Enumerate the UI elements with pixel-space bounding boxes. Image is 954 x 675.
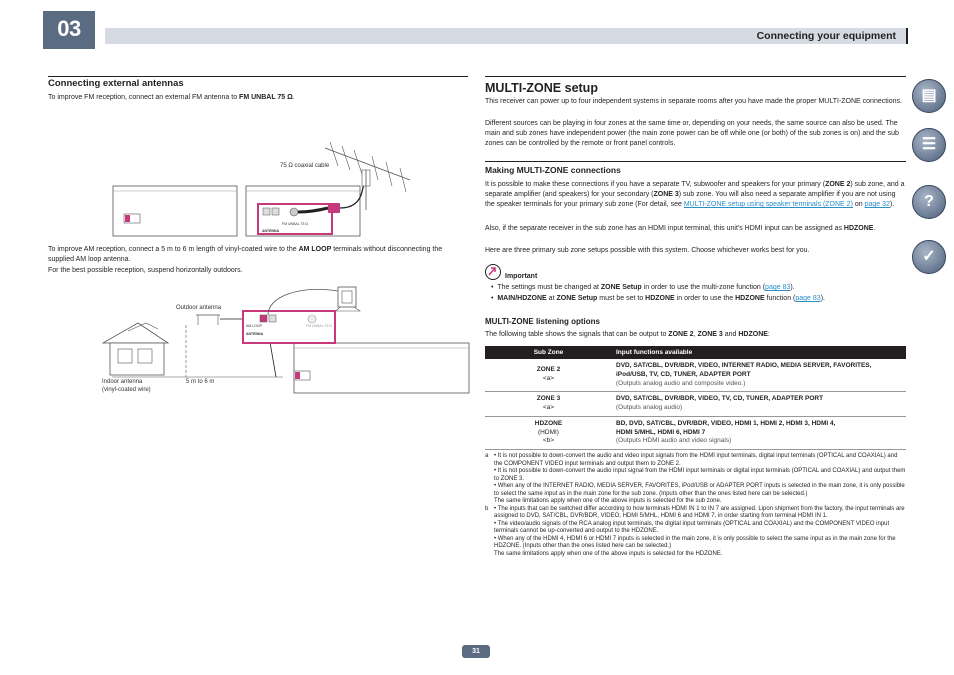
footnote-b1: • The inputs that can be switched differ according to how terminals HDMI IN 1 to IN 7 are assigned. Lipon shipment from the factory, the input terminals are assigned to DVD, SAT/CBL, DVR/BDR, VIDEO, HDMI 5/MHL, HDMI 6 and HDMI 7, in order starting from terminal HDMI IN 1. (494, 505, 905, 519)
antenna-element-6 (400, 168, 406, 192)
making-text-on: on (852, 201, 865, 209)
zone-setup-name: ZONE Setup (600, 284, 642, 291)
section-title: Connecting your equipment (756, 30, 896, 42)
zone3-name-2: ZONE 3 (697, 331, 723, 338)
footnote-a3: • When any of the INTERNET RADIO, MEDIA SERVER, FAVORITES, iPod/USB or ADAPTER PORT inputs is selected in the main zone, it is only possible to select the same input as in the main zone for the sub zone. (Inputs other than the ones listed here can be selected.) (494, 483, 905, 497)
index-icon[interactable] (912, 240, 946, 274)
footnote-b-body (494, 506, 906, 559)
zone-name: ZONE 3 (536, 395, 561, 403)
making-paragraph-3: Here are three primary sub zone setups possible with this system. Choose whichever works best for you. (485, 247, 810, 254)
footnote-a1: • It is not possible to down-convert the audio and video input signals from the HDMI input terminals, digital input terminals (OPTICAL and COAXIAL) and the COMPONENT VIDEO input terminals and output them to ZONE 2. (494, 453, 898, 467)
antennas-title: Connecting external antennas (48, 78, 184, 89)
bullet2-text-d: must be set to (597, 295, 646, 302)
indoor-antenna-sublabel: (vinyl-coated wire) (102, 387, 151, 393)
contents-glyph-icon: ☰ (921, 136, 937, 153)
fm-text-end: . (292, 94, 295, 101)
am-loop-name: AM LOOP (298, 246, 332, 253)
receiver-panel (113, 186, 237, 236)
fm-terminal-name: FM UNBAL 75 Ω (239, 94, 293, 101)
hdzone-name-2: HDZONE (645, 295, 675, 302)
house-window-2 (138, 349, 152, 363)
chapter-number: 03 (57, 16, 81, 41)
inputs-note: (Outputs analog audio) (616, 404, 683, 412)
zone-connection: (HDMI) (538, 428, 559, 436)
footnote-a4: The same limitations apply when one of the above inputs is selected for the sub zone. (494, 498, 722, 504)
page-number: 31 (462, 645, 490, 658)
page-83-link-2[interactable]: page 83 (795, 295, 821, 302)
header-bar (105, 28, 908, 44)
house-window (118, 349, 132, 363)
making-paragraph-1 (485, 180, 906, 210)
bullet1-text-c: in order to use the multi-zone function ( (641, 284, 766, 291)
making-title: Making MULTI-ZONE connections (485, 165, 621, 175)
footnote-a-block (485, 453, 906, 506)
listening-intro (485, 330, 906, 340)
fm-jack-am (308, 315, 316, 323)
inputs-line-1: DVD, SAT/CBL, DVR/BDR, VIDEO, INTERNET RADIO, MEDIA SERVER, FAVORITES, (616, 362, 872, 369)
manual-book-icon[interactable] (912, 79, 946, 113)
footnote-b4: The same limitations apply when one of the above inputs is selected for the HDZONE. (494, 550, 723, 557)
table-row (485, 392, 906, 417)
am-antenna-diagram (98, 285, 470, 400)
zone-cell (485, 416, 612, 449)
table-row (485, 416, 906, 449)
bullet2-text-end: ). (820, 295, 825, 302)
hdzone-name-4: HDZONE (738, 331, 768, 338)
hdzone-text: Also, if the separate receiver in the sub zone has an HDMI input terminal, this unit's HDMI input can be assigned as (485, 225, 844, 232)
listening-end: : (767, 331, 770, 338)
fm-antenna-diagram (110, 140, 470, 240)
table-row (485, 359, 906, 392)
inputs-line-2: iPod/USB, TV, CD, TUNER, ADAPTER PORT (616, 370, 751, 378)
zone2-name-2: ZONE 2 (668, 331, 694, 338)
section-rule-making (485, 161, 906, 162)
antenna-element-5 (386, 162, 392, 186)
contents-icon[interactable] (912, 128, 946, 162)
am-loop-terminal (260, 315, 267, 322)
intro-paragraph-1: This receiver can power up to four independent systems in separate rooms after you have made the proper MULTI-ZONE connections. (485, 98, 902, 105)
am-text-end: terminals without disconnecting the supplied AM loop antenna. (48, 246, 443, 264)
table-header-row (485, 346, 906, 359)
inputs-cell (612, 416, 906, 449)
zone-cell (485, 392, 612, 417)
zone-setup-name-2: ZONE Setup (556, 295, 598, 302)
hdzone-name: HDZONE (843, 225, 874, 232)
power-marker (125, 215, 130, 222)
coax-plug-highlight (328, 203, 340, 213)
important-bullet-1 (485, 283, 906, 293)
listening-text: The following table shows the signals that can be output to (485, 331, 669, 338)
bullet2-text-f: in order to use the (674, 295, 736, 302)
power-marker-am (295, 372, 300, 379)
multizone-title: MULTI-ZONE setup (485, 81, 598, 95)
footnote-b3: • When any of the HDMI 4, HDMI 6 or HDMI 7 inputs is selected in the main zone, it is only possible to select the same input as in the main zone for the HDZONE. (Inputs other than the ones listed here can be selected.) (494, 535, 896, 549)
bullet-dot-2: • (491, 295, 498, 302)
bullet2-text-h: function ( (764, 295, 796, 302)
am-paragraph-1 (48, 245, 468, 265)
making-text: It is possible to make these connections if you have a separate TV, subwoofer and speakers for your primary ( (485, 181, 826, 188)
zone-name: ZONE 2 (536, 366, 561, 374)
receiver-panel-am (294, 343, 469, 393)
fm-jack (290, 208, 298, 216)
making-text-c: ) sub zone. You will also need a separate amplifier if you are not using the speaker terminals for your primary sub zone (For detail, see (485, 191, 896, 209)
loop-antenna-stand (336, 307, 360, 311)
header-bar-edge (906, 28, 908, 44)
antenna-element-3 (354, 150, 362, 174)
zone2-name: ZONE 2 (825, 181, 851, 188)
antenna-element-2 (342, 146, 350, 170)
bullet1-text: The settings must be changed at (497, 284, 601, 291)
page-32-link[interactable]: page 32 (864, 201, 890, 209)
listening-title: MULTI-ZONE listening options (485, 317, 600, 326)
coax-cable-label: 75 Ω coaxial cable (280, 163, 330, 169)
am-paragraph-2: For the best possible reception, suspend horizontally outdoors. (48, 267, 243, 274)
fm-text: To improve FM reception, connect an external FM antenna to (48, 94, 240, 101)
page-83-link[interactable]: page 83 (765, 284, 791, 291)
zone-footnote: <b> (542, 437, 555, 445)
inputs-cell (612, 359, 906, 392)
bullet-dot: • (491, 284, 498, 291)
important-icon-glyph (486, 265, 499, 278)
indoor-antenna-label: Indoor antenna (102, 379, 143, 385)
footnote-b2: • The video/audio signals of the RCA analog input terminals, the digital input terminals (OPTICAL and COAXIAL) and the COMPONENT VIDEO input terminals cannot be up-converted and output to the HDZONE. (494, 520, 890, 534)
speaker-terminals-link[interactable]: MULTI-ZONE setup using speaker terminals (ZONE 2) (683, 201, 853, 209)
inputs-note: (Outputs HDMI audio and video signals) (616, 437, 732, 445)
footnote-a-letter: a (485, 453, 489, 459)
important-label: Important (505, 273, 538, 280)
hdzone-name-3: HDZONE (735, 295, 765, 302)
footnote-a-body (494, 453, 906, 506)
section-rule-right (485, 76, 906, 77)
antenna-element-1 (330, 142, 338, 166)
listening-sep: , (693, 331, 698, 338)
making-paragraph-2 (485, 224, 906, 234)
fm-terminal-label-am: FM UNBAL 75 Ω (306, 324, 333, 328)
distance-label: 5 m to 6 m (186, 379, 215, 385)
fm-paragraph (48, 93, 468, 103)
zone-footnote: <a> (542, 375, 555, 383)
intro-paragraph-2: Different sources can be playing in four zones at the same time or, depending on your needs, the same source can also be used. The main and sub zones have independent power (the main zone power can be off while one (or both) of the sub zones is on) and the sub zones can be controlled by the remote or front panel controls. (485, 120, 899, 148)
zone-footnote: <a> (542, 404, 555, 412)
zone3-name: ZONE 3 (653, 191, 679, 199)
house-roof (103, 323, 168, 343)
inputs-line-1: BD, DVD, SAT/CBL, DVR/BDR, VIDEO, HDMI 1, HDMI 2, HDMI 3, HDMI 4, (616, 419, 836, 427)
header-sub-zone: Sub Zone (485, 346, 612, 359)
book-glyph-icon: ▤ (921, 87, 937, 104)
footnote-b-letter: b (485, 505, 489, 512)
listening-and: and (722, 331, 739, 338)
am-loop-label: AM LOOP (246, 324, 262, 328)
inputs-line-2: HDMI 5/MHL, HDMI 6, HDMI 7 (616, 428, 706, 436)
am-terminal (263, 208, 270, 215)
important-icon (485, 264, 501, 280)
faq-icon[interactable] (912, 185, 946, 219)
footnote-b-block (485, 506, 906, 559)
inputs-note: (Outputs analog audio and composite video.) (616, 379, 746, 387)
question-glyph-icon: ? (924, 193, 934, 210)
main-hdzone-name: MAIN/HDZONE (497, 295, 547, 302)
inputs-line-1: DVD, SAT/CBL, DVR/BDR, VIDEO, TV, CD, TUNER, ADAPTER PORT (616, 395, 824, 403)
loop-antenna-inner (342, 291, 352, 303)
making-text-end: ). (889, 201, 895, 209)
sub-zone-table (485, 346, 906, 450)
antenna-label: ANTENNA (262, 229, 280, 233)
antenna-label-am: ANTENNA (246, 332, 264, 336)
footnote-a (485, 453, 906, 558)
am-terminal-2 (272, 208, 279, 215)
bullet2-text-b: at (546, 295, 557, 302)
zone-name: HDZONE (534, 419, 563, 427)
am-text: To improve AM reception, connect a 5 m to 6 m length of vinyl-coated wire to the (48, 246, 299, 253)
hdzone-text-end: . (873, 225, 876, 232)
header-input-functions: Input functions available (612, 346, 906, 359)
important-bullet-2 (485, 294, 906, 304)
inputs-cell (612, 392, 906, 417)
zone-cell (485, 359, 612, 392)
fm-terminal-label: FM UNBAL 75 Ω (282, 222, 309, 226)
index-glyph-icon: ✓ (922, 248, 936, 265)
bullet1-text-end: ). (790, 284, 795, 291)
am-loop-terminal-2 (269, 315, 276, 322)
footnote-a2: • It is not possible to down-convert the audio input signal from the HDMI input terminals or digital input terminals (OPTICAL and COAXIAL) and output them to ZONE 3. (494, 468, 906, 482)
outdoor-antenna-label: Outdoor antenna (176, 305, 222, 311)
making-text-b: ) sub zone, and a separate amplifier (and speakers) for your secondary ( (485, 181, 905, 199)
